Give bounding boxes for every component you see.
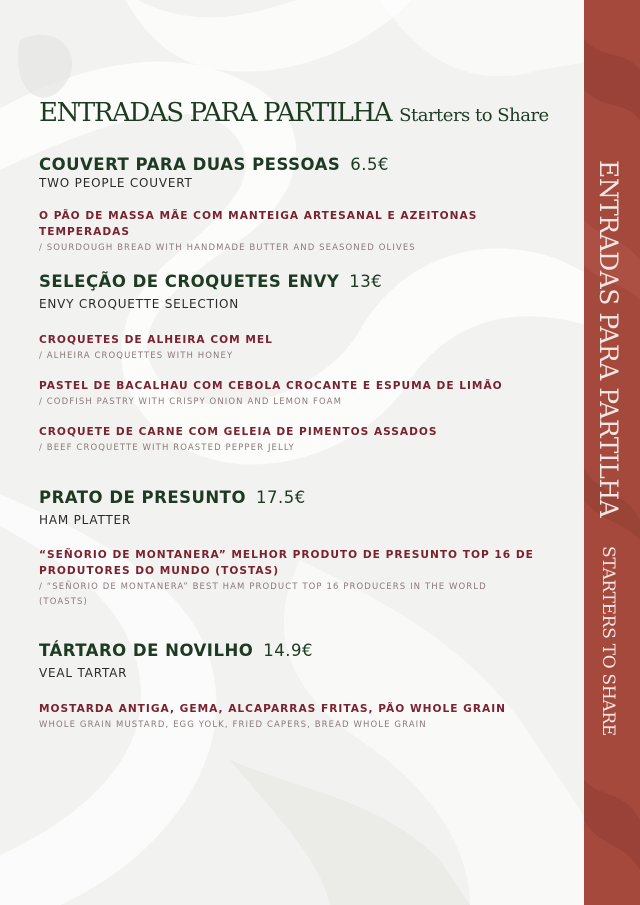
dish-price: 17.5€: [255, 488, 306, 507]
item-name-pt: PASTEL DE BACALHAU COM CEBOLA CROCANTE E ESPUMA DE LIMÃO: [39, 380, 503, 392]
menu-item: [39, 208, 569, 256]
menu-item: [39, 378, 569, 410]
sidebar-title-en: STARTERS TO SHARE: [598, 546, 618, 736]
page-title-pt: ENTRADAS PARA PARTILHA: [39, 98, 392, 128]
dish-subtitle: HAM PLATTER: [39, 513, 132, 527]
menu-section-couvert: [39, 155, 569, 190]
dish-price: 6.5€: [350, 155, 389, 174]
dish-subtitle: ENVY CROQUETTE SELECTION: [39, 297, 240, 311]
menu-item: [39, 332, 569, 364]
dish-name: PRATO DE PRESUNTO: [39, 488, 246, 507]
item-name-pt: “SEÑORIO DE MONTANERA” MELHOR PRODUTO DE PRESUNTO TOP 16 DE PRODUTORES DO MUNDO (TOSTAS): [39, 549, 534, 577]
page-title-en: Starters to Share: [399, 105, 549, 126]
menu-item: [39, 701, 569, 733]
dish-name: COUVERT PARA DUAS PESSOAS: [39, 155, 341, 174]
menu-section-tartaro: [39, 641, 569, 680]
dish-title: [39, 272, 569, 291]
dish-price: 13€: [349, 272, 383, 291]
menu-item: [39, 424, 569, 456]
item-name-en: / CODFISH PASTRY WITH CRISPY ONION AND LEMON FOAM: [39, 397, 343, 407]
dish-title: [39, 155, 569, 174]
dish-title: [39, 488, 569, 507]
item-name-pt: O PÃO DE MASSA MÃE COM MANTEIGA ARTESANAL E AZEITONAS TEMPERADAS: [39, 210, 478, 238]
menu-section-croquetes: [39, 272, 569, 311]
dish-subtitle: VEAL TARTAR: [39, 666, 128, 680]
item-name-pt: CROQUETE DE CARNE COM GELEIA DE PIMENTOS ASSADOS: [39, 426, 438, 438]
item-name-pt: CROQUETES DE ALHEIRA COM MEL: [39, 334, 273, 346]
item-name-en: / SOURDOUGH BREAD WITH HANDMADE BUTTER AND SEASONED OLIVES: [39, 243, 416, 253]
item-name-en: / BEEF CROQUETTE WITH ROASTED PEPPER JELLY: [39, 443, 295, 453]
dish-title: [39, 641, 569, 660]
item-name-en: / “SEÑORIO DE MONTANERA” BEST HAM PRODUCT TOP 16 PRODUCERS IN THE WORLD (TOASTS): [39, 582, 487, 607]
page-title: [39, 98, 549, 128]
dish-name: TÁRTARO DE NOVILHO: [39, 641, 254, 660]
item-name-en: WHOLE GRAIN MUSTARD, EGG YOLK, FRIED CAPERS, BREAD WHOLE GRAIN: [39, 720, 427, 730]
menu-item: [39, 547, 539, 610]
dish-price: 14.9€: [263, 641, 314, 660]
dish-subtitle: TWO PEOPLE COUVERT: [39, 176, 193, 190]
item-name-pt: MOSTARDA ANTIGA, GEMA, ALCAPARRAS FRITAS, PÃO WHOLE GRAIN: [39, 703, 507, 715]
menu-section-presunto: [39, 488, 569, 527]
dish-name: SELEÇÃO DE CROQUETES ENVY: [39, 272, 340, 291]
item-name-en: / ALHEIRA CROQUETTES WITH HONEY: [39, 351, 234, 361]
sidebar-title-pt: ENTRADAS PARA PARTILHA: [594, 160, 623, 518]
